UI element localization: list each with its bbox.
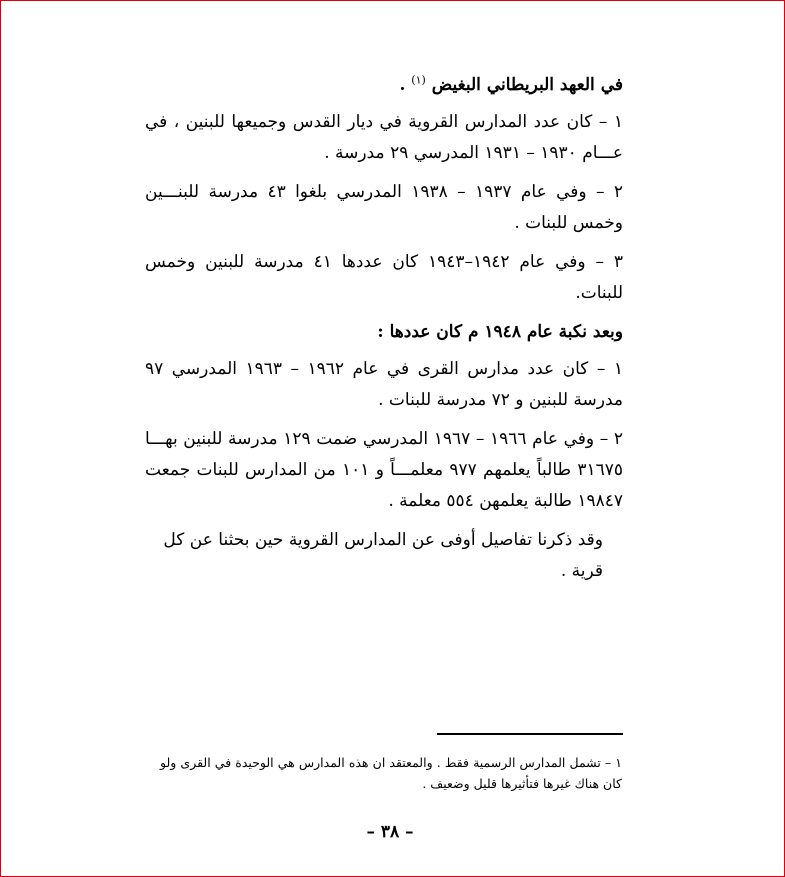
page-number: – ٣٨ – xyxy=(366,822,414,842)
section1-heading-end: . xyxy=(399,75,412,95)
section1-item-3: ٣ – وفي عام ١٩٤٢–١٩٤٣ كان عددها ٤١ مدرسة للبنين وخمس للبنات. xyxy=(145,252,623,303)
section2-item-2: ٢ – وفي عام ١٩٦٦ – ١٩٦٧ المدرسي ضمت ١٢٩ مدرسة للبنين بهـــا ٣١٦٧٥ طالباً يعلمهم ٩٧٧ معلمـــاً و ١٠١ من المدارس للبنات جمعت ١٩٨٤٧ طالبة يعلمهن ٥٥٤ معلمة . xyxy=(145,429,624,511)
footnote-marker: (١) xyxy=(411,73,426,87)
page-body xyxy=(145,70,623,587)
section2-heading: وبعد نكبة عام ١٩٤٨ م كان عددها : xyxy=(377,322,623,342)
footnote: ١ – تشمل المدارس الرسمية فقط . والمعتقد ان هذه المدارس هي الوحيدة في القرى ولو كان هناك غيرها فتأثيرها قليل وضعيف . xyxy=(160,755,622,791)
closing-paragraph: وقد ذكرنا تفاصيل أوفى عن المدارس القروية حين بحثنا عن كل قرية . xyxy=(163,530,603,581)
section1-heading-text: في العهد البريطاني البغيض xyxy=(431,75,623,95)
section2-item-1: ١ – كان عدد مدارس القرى في عام ١٩٦٢ – ١٩٦٣ المدرسي ٩٧ مدرسة للبنين و ٧٢ مدرسة للبنات . xyxy=(145,359,623,410)
section1-item-2: ٢ – وفي عام ١٩٣٧ – ١٩٣٨ المدرسي بلغوا ٤٣ مدرسة للبنـــين وخمس للبنات . xyxy=(145,182,624,233)
section1-item-1: ١ – كان عدد المدارس القروية في ديار القدس وجميعها للبنين ، في عـــام ١٩٣٠ – ١٩٣١ المدرسي ٢٩ مدرسة . xyxy=(145,112,623,163)
footnote-separator xyxy=(437,733,623,735)
section1-heading xyxy=(145,70,623,101)
